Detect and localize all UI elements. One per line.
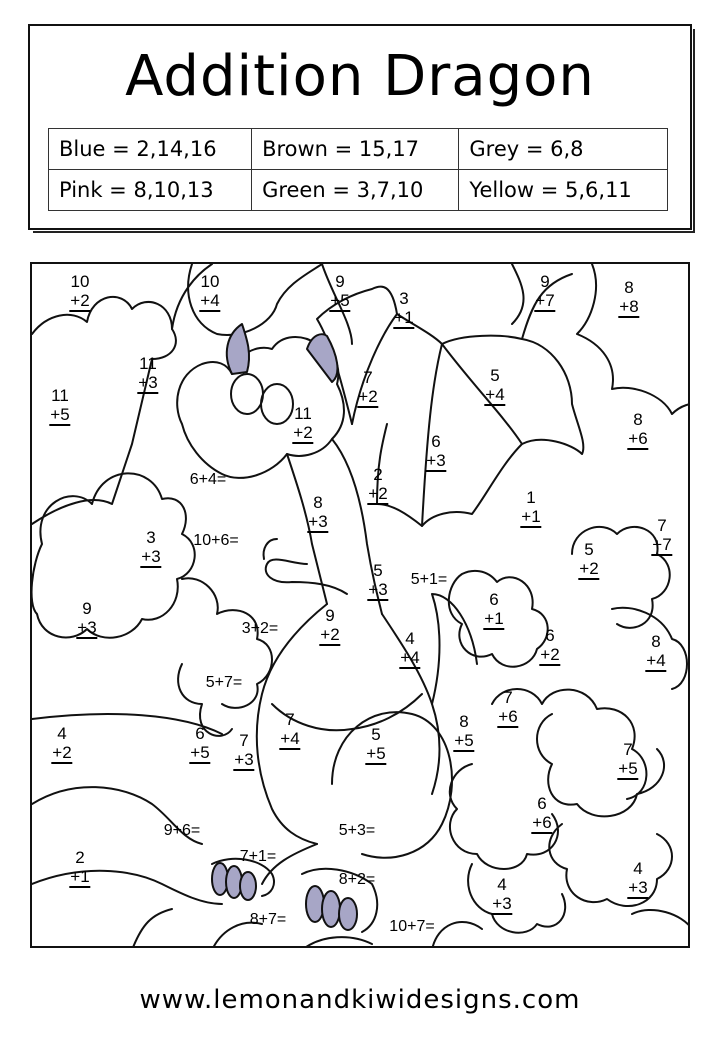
math-problem [497, 688, 518, 728]
dragon-claw-fill [339, 898, 357, 930]
addend-bottom: +2 [368, 484, 388, 503]
addend-top: 7 [285, 710, 295, 729]
math-problem [319, 606, 340, 646]
addend-bottom: +6 [498, 707, 518, 726]
math-problem [140, 528, 161, 568]
math-problem [357, 368, 378, 408]
addend-top: 9 [82, 599, 92, 618]
addend-bottom: +5 [330, 291, 350, 310]
addend-bottom: +2 [358, 387, 378, 406]
math-equation: 8+2= [338, 871, 376, 888]
math-problem [137, 354, 158, 394]
math-problem [69, 272, 90, 312]
addend-top: 9 [540, 272, 550, 291]
addend-bottom: +3 [426, 451, 446, 470]
addend-top: 7 [503, 688, 513, 707]
coloring-picture [30, 262, 690, 948]
hill-outline [132, 909, 172, 948]
math-problem [484, 366, 505, 406]
addend-bottom: +3 [77, 618, 97, 637]
website-footer: www.lemonandkiwidesigns.com [139, 985, 581, 1015]
dragon-claw-fill [322, 891, 340, 927]
math-equation: 6+4= [189, 471, 227, 488]
math-equation: 3+2= [241, 620, 279, 637]
addend-bottom: +3 [138, 373, 158, 392]
ground-outline [302, 937, 372, 948]
addend-top: 4 [497, 875, 507, 894]
dragon-horn-fill [307, 334, 337, 382]
addend-bottom: +7 [535, 291, 555, 310]
addend-bottom: +4 [646, 651, 666, 670]
math-equation: 9+6= [163, 822, 201, 839]
math-equation: 5+1= [410, 571, 448, 588]
dragon-eye-outline [231, 374, 263, 414]
addend-top: 9 [335, 272, 345, 291]
addend-bottom: +2 [579, 559, 599, 578]
addend-bottom: +3 [368, 580, 388, 599]
title-box [28, 24, 692, 230]
math-problem [189, 724, 210, 764]
math-problem [651, 516, 672, 556]
math-problem [49, 386, 70, 426]
key-cell-grey: Grey = 6,8 [459, 129, 668, 170]
addend-bottom: +1 [484, 609, 504, 628]
key-cell-brown: Brown = 15,17 [252, 129, 459, 170]
math-problem [617, 740, 638, 780]
math-problem [578, 540, 599, 580]
math-problem [618, 278, 639, 318]
addend-top: 8 [313, 493, 323, 512]
math-problem [520, 488, 541, 528]
addend-bottom: +1 [394, 308, 414, 327]
addend-bottom: +5 [618, 759, 638, 778]
addend-top: 3 [399, 289, 409, 308]
addend-bottom: +1 [70, 867, 90, 886]
addend-top: 8 [633, 410, 643, 429]
math-problem [539, 626, 560, 666]
addend-top: 2 [373, 465, 383, 484]
math-equation: 5+3= [338, 822, 376, 839]
addend-bottom: +7 [652, 535, 672, 554]
addend-top: 8 [651, 632, 661, 651]
addend-bottom: +4 [485, 385, 505, 404]
dragon-eye-outline [261, 384, 293, 424]
addend-top: 6 [431, 432, 441, 451]
math-problem [483, 590, 504, 630]
addend-bottom: +8 [619, 297, 639, 316]
math-problem [233, 731, 254, 771]
math-problem [425, 432, 446, 472]
addend-bottom: +2 [52, 743, 72, 762]
page-title: Addition Dragon [125, 44, 595, 109]
addend-top: 10 [200, 272, 220, 291]
math-problem [531, 794, 552, 834]
math-equation: 8+7= [249, 911, 287, 928]
addend-bottom: +3 [628, 878, 648, 897]
dragon-arm-outline [266, 560, 347, 594]
math-problem [627, 859, 648, 899]
addend-bottom: +6 [532, 813, 552, 832]
math-problem [534, 272, 555, 312]
key-cell-yellow: Yellow = 5,6,11 [459, 170, 668, 211]
math-problem [367, 561, 388, 601]
addend-top: 8 [459, 712, 469, 731]
addend-top: 4 [57, 724, 67, 743]
addend-top: 7 [623, 740, 633, 759]
math-equation: 10+7= [389, 918, 435, 935]
wing-outline [442, 344, 522, 444]
key-cell-blue: Blue = 2,14,16 [49, 129, 252, 170]
cloud-outline [512, 264, 524, 324]
math-equation: 10+6= [193, 532, 239, 549]
dragon-claw-fill [240, 872, 256, 900]
hill-outline [32, 871, 222, 904]
bush-outline [432, 922, 482, 948]
addend-top: 5 [373, 561, 383, 580]
addend-top: 7 [363, 368, 373, 387]
math-problem [307, 493, 328, 533]
addend-bottom: +2 [540, 645, 560, 664]
addend-bottom: +2 [293, 423, 313, 442]
math-problem [51, 724, 72, 764]
addend-top: 5 [584, 540, 594, 559]
addend-top: 7 [657, 516, 667, 535]
addend-bottom: +5 [190, 743, 210, 762]
math-problem [279, 710, 300, 750]
addend-bottom: +5 [50, 405, 70, 424]
math-problem [627, 410, 648, 450]
color-key-table [48, 128, 668, 211]
color-key-row [49, 170, 668, 211]
dragon-line-art [32, 264, 690, 948]
bush-outline [549, 824, 672, 906]
color-key-row [49, 129, 668, 170]
math-problem [453, 712, 474, 752]
addend-top: 5 [490, 366, 500, 385]
addend-bottom: +3 [234, 750, 254, 769]
addend-top: 6 [489, 590, 499, 609]
dragon-arm-outline [264, 539, 277, 559]
addend-bottom: +2 [320, 625, 340, 644]
addend-bottom: +4 [280, 729, 300, 748]
addend-bottom: +3 [308, 512, 328, 531]
math-problem [329, 272, 350, 312]
math-equation: 7+1= [239, 848, 277, 865]
math-problem [365, 725, 386, 765]
addend-top: 11 [294, 404, 312, 423]
addend-bottom: +4 [400, 648, 420, 667]
addend-top: 1 [526, 488, 536, 507]
math-problem [491, 875, 512, 915]
math-problem [76, 599, 97, 639]
addend-top: 4 [633, 859, 643, 878]
addend-bottom: +3 [141, 547, 161, 566]
addend-top: 6 [195, 724, 205, 743]
math-problem [199, 272, 220, 312]
addend-top: 9 [325, 606, 335, 625]
dragon-tail-outline [432, 594, 477, 704]
math-problem [69, 848, 90, 888]
key-cell-pink: Pink = 8,10,13 [49, 170, 252, 211]
math-problem [393, 289, 414, 329]
addend-bottom: +1 [521, 507, 541, 526]
addend-top: 8 [624, 278, 634, 297]
bush-outline [632, 910, 690, 929]
addend-top: 6 [537, 794, 547, 813]
addend-top: 5 [371, 725, 381, 744]
addend-top: 11 [51, 386, 69, 405]
math-problem [645, 632, 666, 672]
addend-bottom: +6 [628, 429, 648, 448]
key-cell-green: Green = 3,7,10 [252, 170, 459, 211]
addend-top: 3 [146, 528, 156, 547]
dragon-claw-fill [306, 886, 324, 922]
addend-top: 11 [139, 354, 157, 373]
math-problem [292, 404, 313, 444]
math-problem [367, 465, 388, 505]
addend-top: 10 [70, 272, 90, 291]
addend-top: 6 [545, 626, 555, 645]
addend-bottom: +2 [70, 291, 90, 310]
addend-bottom: +3 [492, 894, 512, 913]
addend-top: 4 [405, 629, 415, 648]
addend-top: 7 [239, 731, 249, 750]
addend-bottom: +5 [366, 744, 386, 763]
addend-bottom: +4 [200, 291, 220, 310]
math-equation: 5+7= [205, 674, 243, 691]
addend-bottom: +5 [454, 731, 474, 750]
bush-outline [468, 864, 565, 933]
math-problem [399, 629, 420, 669]
addend-top: 2 [75, 848, 85, 867]
